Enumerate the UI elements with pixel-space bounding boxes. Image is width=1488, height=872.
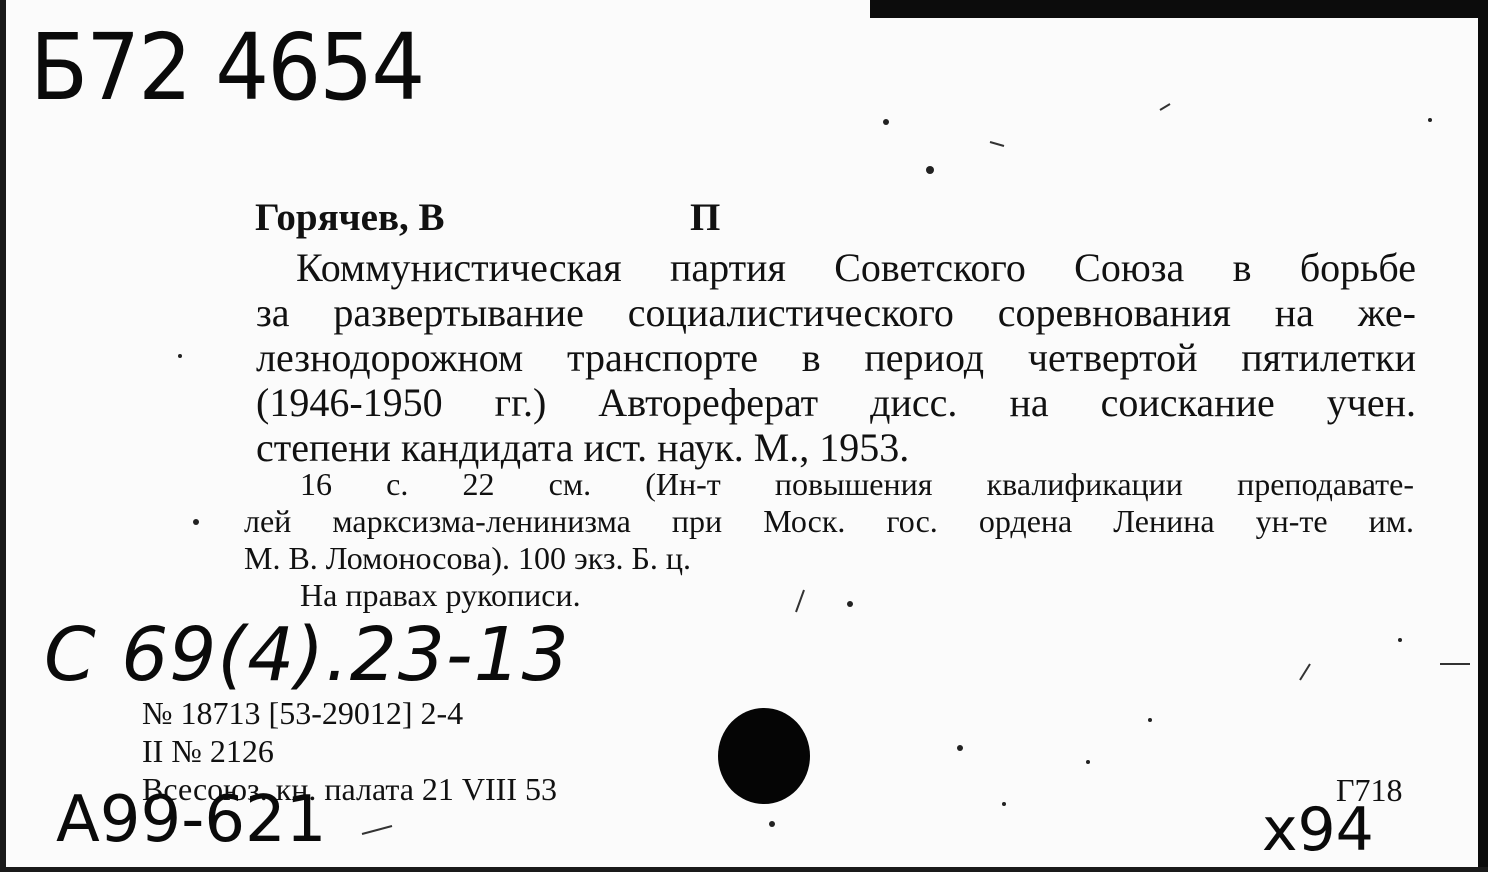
inventory-number: А99-621 — [56, 783, 327, 857]
copy-mark: х94 — [1262, 795, 1374, 865]
description-line: лезнодорожном транспорте в период четвертой пятилетки — [256, 335, 1416, 380]
registry-line: Всесоюз. кн. палата 21 VIII 53 — [142, 771, 557, 807]
card-punch-hole — [718, 708, 810, 804]
card-left-edge — [0, 0, 6, 872]
author-patronymic-initial: П — [690, 196, 721, 239]
card-code: Г718 — [1336, 772, 1403, 808]
card-right-edge — [1478, 0, 1488, 872]
description-line: за развертывание социалистического соревнования на же- — [256, 290, 1416, 335]
classification-number: С 69(4).23-13 — [44, 612, 570, 698]
description-line: степени кандидата ист. наук. М., 1953. — [256, 425, 910, 470]
description-line: Коммунистическая партия Советского Союза в борьбе — [296, 245, 1416, 290]
description-line: (1946-1950 гг.) Автореферат дисс. на соискание учен. — [256, 380, 1416, 425]
collation-line: На правах рукописи. — [300, 577, 581, 613]
registry-line: № 18713 [53-29012] 2-4 — [142, 695, 464, 731]
title-description — [256, 245, 1416, 470]
collation-line: 16 с. 22 см. (Ин-т повышения квалификации преподавате- — [300, 466, 1414, 502]
author-name: Горячев, В — [255, 196, 445, 239]
registry-line: II № 2126 — [142, 733, 274, 769]
collation-line: М. В. Ломоносова). 100 экз. Б. ц. — [244, 540, 692, 576]
card-bottom-edge — [0, 867, 1488, 872]
collation-notes — [244, 466, 1414, 614]
card-top-edge — [870, 0, 1488, 18]
collation-line: лей марксизма-ленинизма при Моск. гос. ордена Ленина ун-те им. — [244, 503, 1414, 539]
call-number: Б72 4654 — [30, 14, 424, 121]
